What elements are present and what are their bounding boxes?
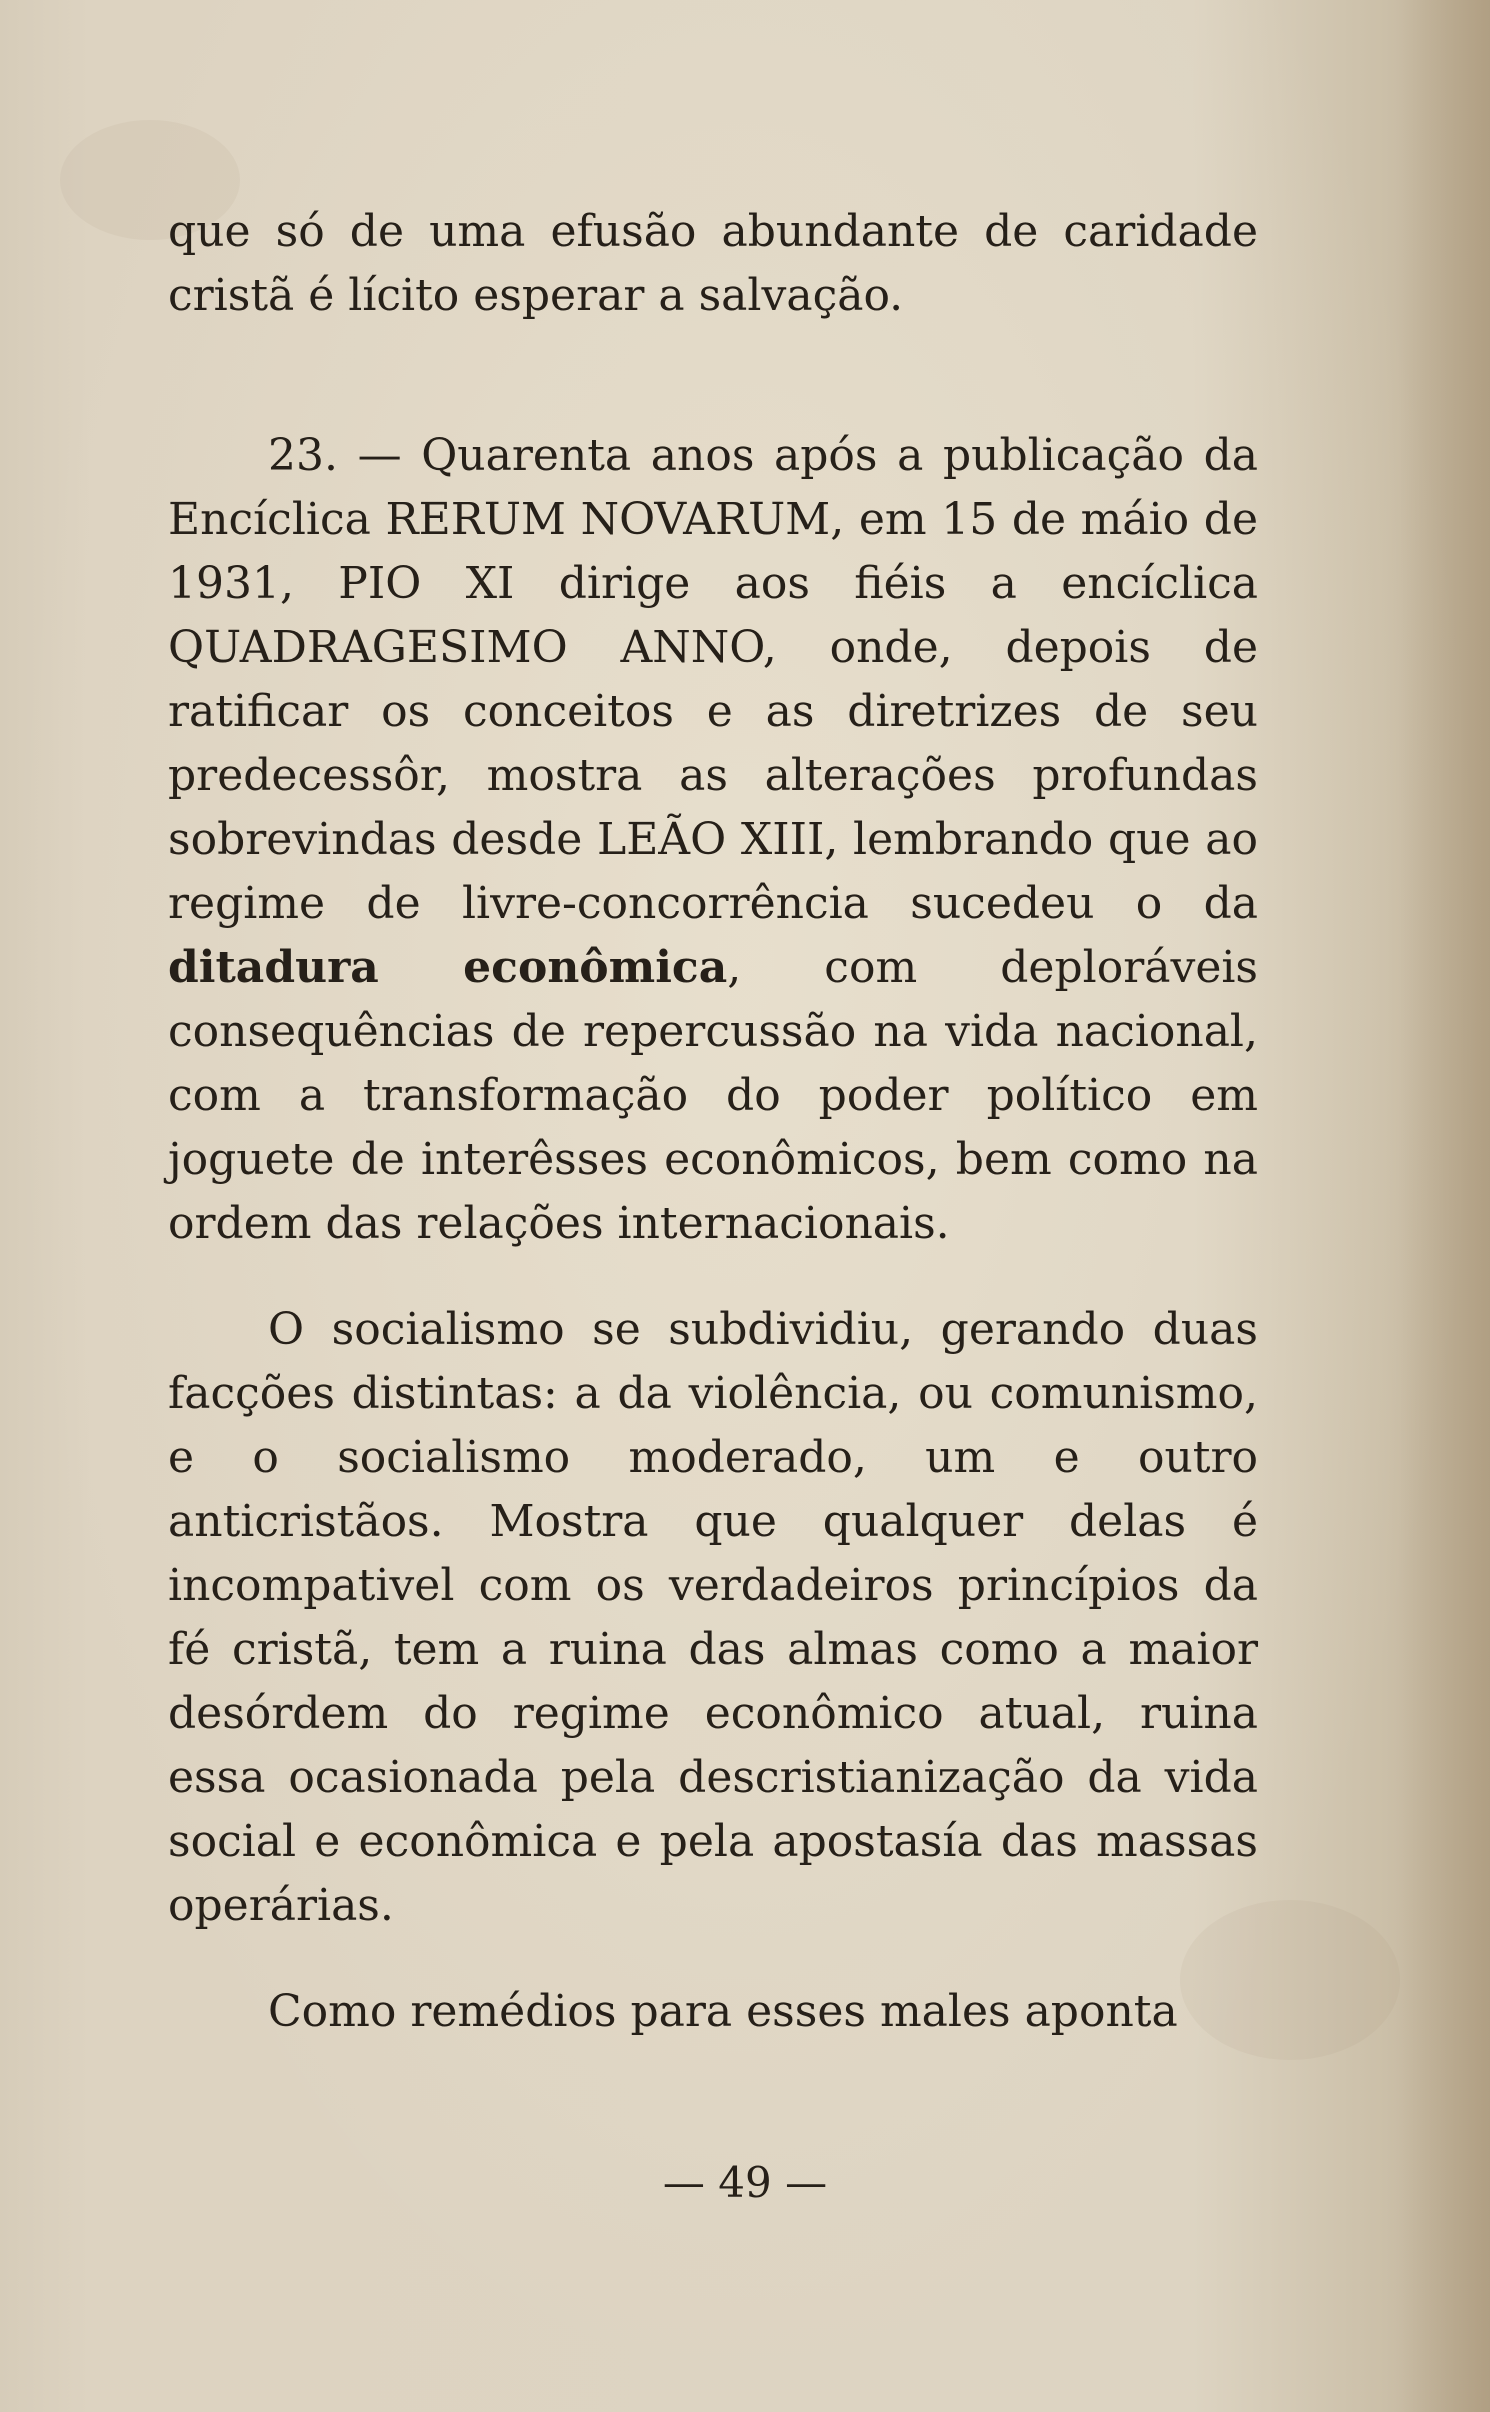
paragraph-remedios: Como remédios para esses males aponta (268, 1986, 1178, 2037)
page-number: — 49 — (662, 2158, 828, 2207)
paragraph-23-part-1: 23. — Quarenta anos após a publicação da Encíclica RERUM NOVARUM, em 15 de máio de 1931, PIO XI dirige aos fiéis a encíclica QUADRAGESIMO ANNO, onde, depois de ratificar os conceitos e as diretrizes de seu predecessôr, mostra as alterações profundas sobrevindas desde LEÃO XIII, lembrando que ao regime de livre-concorrência sucedeu o da (168, 430, 1258, 929)
emphasis-ditadura-economica: ditadura econômica (168, 942, 728, 993)
paragraph-23-part-2: , com deploráveis consequências de repercussão na vida nacional, com a transformação do poder político em joguete de interêsses econômicos, bem como na ordem das relações internacionais. (168, 942, 1259, 1249)
body-text (168, 200, 1258, 2044)
paragraph-continuation: que só de uma efusão abundante de caridade cristã é lícito esperar a salvação. (168, 206, 1258, 321)
paragraph-socialismo: O socialismo se subdividiu, gerando duas facções distintas: a da violência, ou comunismo, e o socialismo moderado, um e outro anticristãos. Mostra que qualquer delas é incompativel com os verdadeiros princípios da fé cristã, tem a ruina das almas como a maior desórdem do regime econômico atual, ruina essa ocasionada pela descristianização da vida social e econômica e pela apostasía das massas operárias. (168, 1304, 1258, 1931)
paragraph-23 (168, 424, 1258, 1256)
